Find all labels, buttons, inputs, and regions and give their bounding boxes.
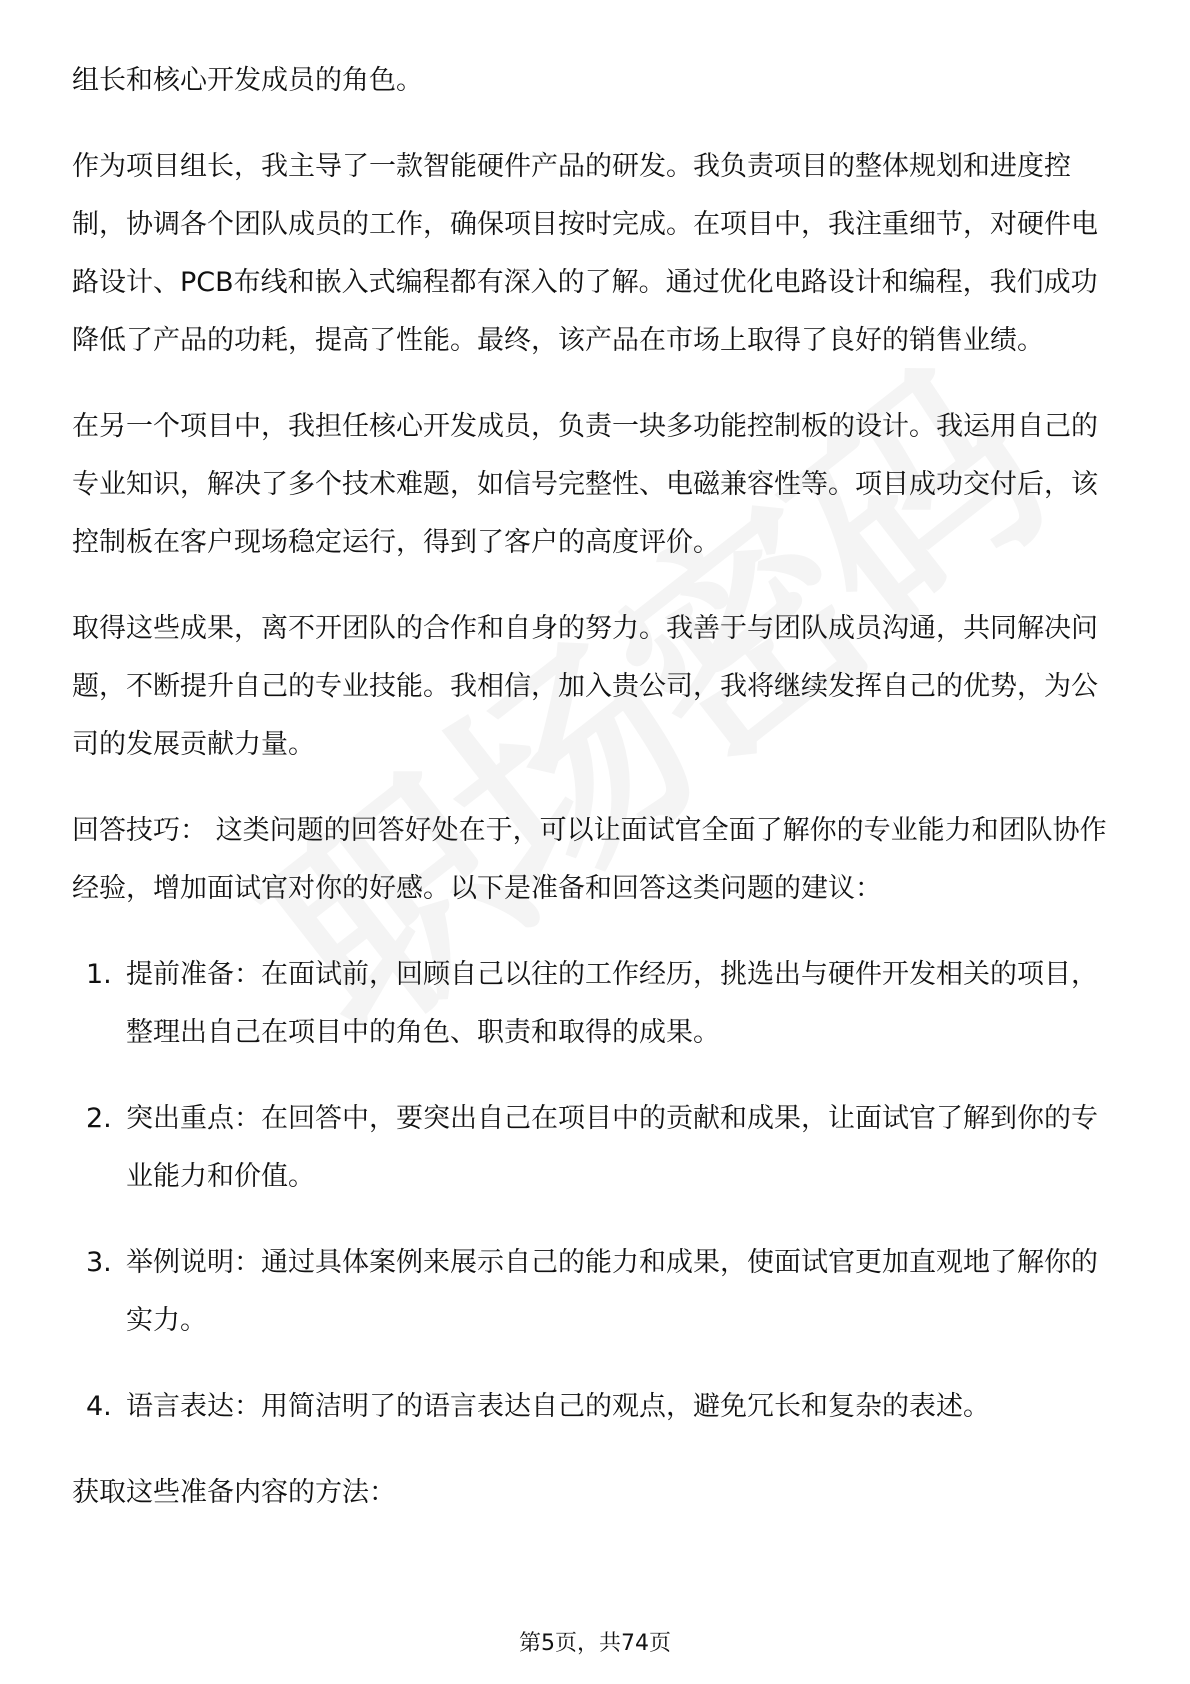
paragraph-project-lead: 作为项目组长，我主导了一款智能硬件产品的研发。我负责项目的整体规划和进度控制，协调各个团队成员的工作，确保项目按时完成。在项目中，我注重细节，对硬件电路设计、PCB布线和嵌入式编程都有深入的了解。通过优化电路设计和编程，我们成功降低了产品的功耗，提高了性能。最终，该产品在市场上取得了良好的销售业绩。 [72, 151, 1098, 356]
list-item [72, 1378, 1122, 1436]
list-text: 举例说明：通过具体案例来展示自己的能力和成果，使面试官更加直观地了解你的实力。 [126, 1247, 1098, 1336]
list-item [72, 1234, 1122, 1350]
paragraph-core-dev: 在另一个项目中，我担任核心开发成员，负责一块多功能控制板的设计。我运用自己的专业知识，解决了多个技术难题，如信号完整性、电磁兼容性等。项目成功交付后，该控制板在客户现场稳定运行，得到了客户的高度评价。 [72, 411, 1098, 558]
document-body [72, 52, 1122, 1522]
list-item [72, 946, 1122, 1062]
list-item [72, 1090, 1122, 1206]
paragraph-teamwork: 取得这些成果，离不开团队的合作和自身的努力。我善于与团队成员沟通，共同解决问题，不断提升自己的专业技能。我相信，加入贵公司，我将继续发挥自己的优势，为公司的发展贡献力量。 [72, 613, 1098, 760]
paragraph-tail: 获取这些准备内容的方法： [72, 1477, 396, 1508]
paragraph-answer-tips: 回答技巧： 这类问题的回答好处在于，可以让面试官全面了解你的专业能力和团队协作经验，增加面试官对你的好感。以下是准备和回答这类问题的建议： [72, 815, 1107, 904]
list-text: 突出重点：在回答中，要突出自己在项目中的贡献和成果，让面试官了解到你的专业能力和价值。 [126, 1103, 1098, 1192]
list-number: 3. [86, 1247, 112, 1278]
page-footer: 第5页，共74页 [519, 1631, 671, 1656]
list-number: 4. [86, 1391, 112, 1422]
tips-list [72, 946, 1122, 1436]
paragraph-intro: 组长和核心开发成员的角色。 [72, 65, 423, 96]
list-number: 2. [86, 1103, 112, 1134]
list-text: 语言表达：用简洁明了的语言表达自己的观点，避免冗长和复杂的表述。 [126, 1391, 990, 1422]
list-text: 提前准备：在面试前，回顾自己以往的工作经历，挑选出与硬件开发相关的项目，整理出自己在项目中的角色、职责和取得的成果。 [126, 959, 1098, 1048]
list-number: 1. [86, 959, 112, 990]
